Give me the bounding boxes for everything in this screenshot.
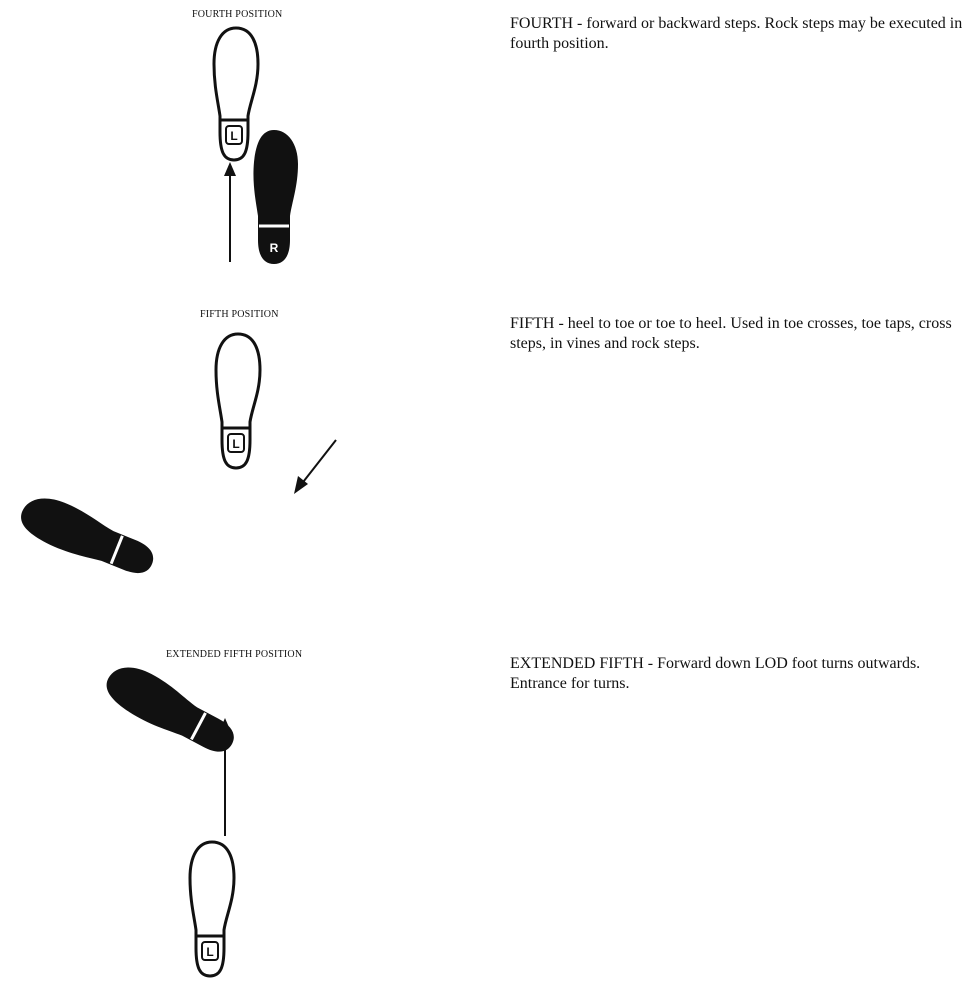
extended-fifth-position-section bbox=[0, 640, 980, 1000]
fourth-position-diagram bbox=[180, 22, 320, 282]
left-foot-label: L bbox=[230, 129, 238, 143]
left-foot-outline-icon bbox=[190, 842, 234, 976]
diagonal-arrow-icon bbox=[294, 440, 336, 494]
forward-arrow-icon bbox=[224, 162, 236, 262]
left-foot-label: L bbox=[206, 945, 214, 959]
fifth-position-section bbox=[0, 300, 980, 600]
fifth-position-title: FIFTH POSITION bbox=[200, 309, 279, 320]
extended-fifth-position-diagram bbox=[170, 666, 370, 996]
right-foot-filled-icon bbox=[99, 657, 244, 762]
left-foot-outline-icon bbox=[214, 28, 258, 160]
right-foot-filled-icon bbox=[253, 130, 298, 264]
fourth-position-description: FOURTH - forward or backward steps. Rock steps may be executed in fourth position. bbox=[510, 15, 963, 52]
fifth-position-description: FIFTH - heel to toe or toe to heel. Used in toe crosses, toe taps, cross steps, in vines and rock steps. bbox=[510, 315, 952, 352]
left-foot-outline-icon bbox=[216, 334, 260, 468]
fourth-position-section bbox=[0, 0, 980, 290]
right-foot-label: R bbox=[163, 560, 178, 573]
extended-fifth-position-description: EXTENDED FIFTH - Forward down LOD foot turns outwards. Entrance for turns. bbox=[510, 655, 921, 692]
right-foot-filled-icon bbox=[14, 489, 160, 583]
left-foot-label: L bbox=[232, 437, 240, 451]
fourth-position-title: FOURTH POSITION bbox=[192, 9, 283, 20]
fifth-position-diagram bbox=[140, 326, 360, 586]
extended-fifth-position-title: EXTENDED FIFTH POSITION bbox=[166, 649, 303, 660]
right-foot-label: R bbox=[269, 241, 279, 255]
right-foot-label: R bbox=[237, 742, 253, 755]
